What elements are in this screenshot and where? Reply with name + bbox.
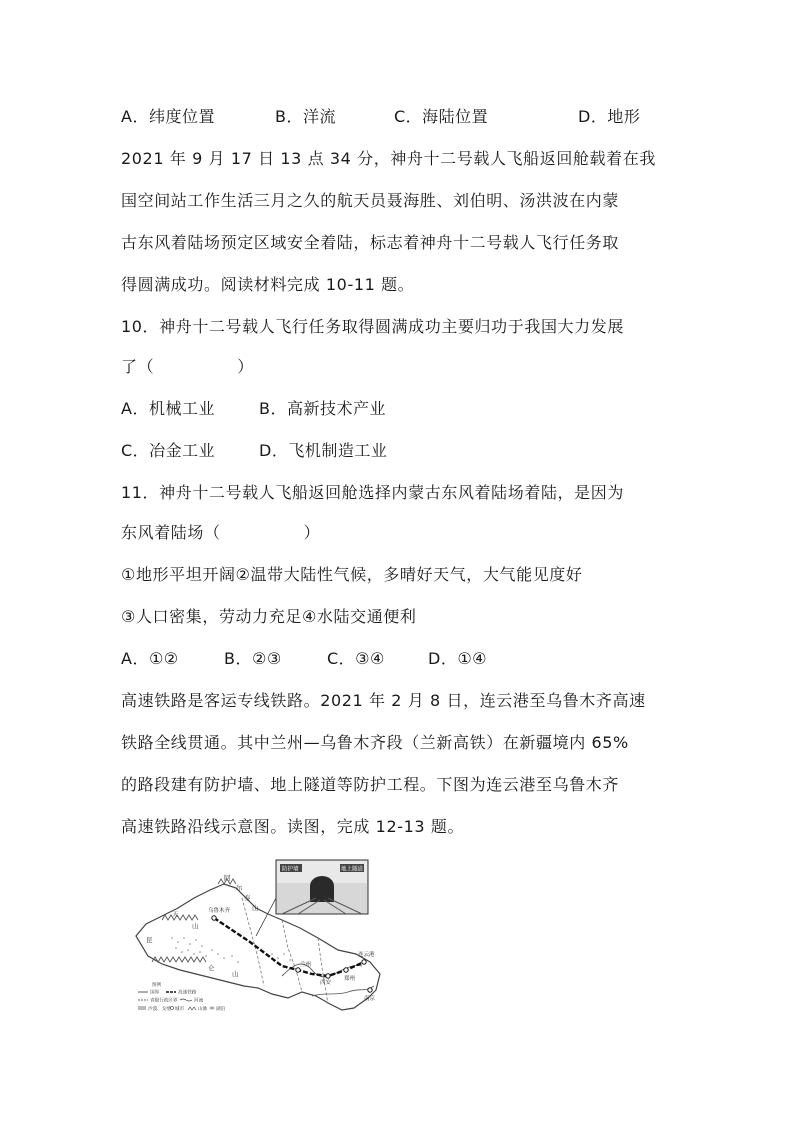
legend-item: 高速铁路 — [178, 990, 197, 996]
river — [312, 986, 374, 996]
q11-option-d: D．①④ — [428, 649, 488, 668]
city-lianyungang-marker — [362, 960, 366, 964]
legend-item: 城市 — [175, 1007, 185, 1012]
mountain-range-icon — [152, 957, 206, 962]
terrain-label: 尔 — [236, 884, 243, 892]
map-legend — [138, 981, 226, 1012]
legend-item: 河流 — [194, 998, 204, 1004]
mountain-range-icon — [162, 915, 198, 920]
terrain-label: 山 — [252, 904, 259, 912]
terrain-label: 泰 — [244, 894, 251, 902]
terrain-label: 山 — [232, 970, 239, 978]
passage1-line-2: 国空间站工作生活三月之久的航天员聂海胜、刘伯明、汤洪波在内蒙 — [121, 191, 620, 210]
passage2-line-3: 的路段建有防护墙、地上隧道等防护工程。下图为连云港至乌鲁木齐 — [121, 775, 620, 794]
railway-map-figure — [132, 858, 394, 1026]
q10-option-a: A．机械工业 — [121, 399, 215, 418]
q9-option-c: C．海陆位置 — [394, 107, 489, 126]
legend-item: 国界 — [150, 990, 160, 996]
q9-option-d: D．地形 — [578, 107, 641, 126]
legend-title: 图例 — [152, 983, 162, 988]
province-border — [282, 920, 302, 992]
q10-option-b: B．高新技术产业 — [259, 399, 386, 418]
terrain-label: 山 — [192, 922, 199, 930]
terrain-label: 天 — [172, 910, 179, 918]
city-zhengzhou-marker — [344, 968, 348, 972]
q11-stem-line-1: 11．神舟十二号载人飞船返回舱选择内蒙古东风着陆场着陆，是因为 — [121, 483, 624, 502]
city-label-lianyungang: 连云港 — [358, 952, 375, 958]
city-label-lanzhou: 兰州 — [300, 962, 312, 968]
legend-item: 省级行政区界 — [150, 998, 178, 1004]
city-lanzhou-marker — [296, 968, 300, 972]
city-label-nanjing: 南京 — [364, 996, 376, 1002]
passage1-line-1: 2021 年 9 月 17 日 13 点 34 分，神舟十二号载人飞船返回舱载着在我 — [121, 149, 656, 168]
passage2-line-2: 铁路全线贯通。其中兰州—乌鲁木齐段（兰新高铁）在新疆境内 65% — [121, 733, 629, 752]
passage1-line-3: 古东风着陆场预定区域安全着陆，标志着神舟十二号载人飞行任务取 — [121, 233, 620, 252]
city-nanjing-marker — [368, 988, 372, 992]
tunnel-icon — [310, 876, 334, 902]
passage2-line-1: 高速铁路是客运专线铁路。2021 年 2 月 8 日，连云港至乌鲁木齐高速 — [121, 691, 646, 710]
q11-option-c: C．③④ — [327, 649, 385, 668]
q11-stem-line-2: 东风着陆场（ ） — [121, 523, 321, 542]
high-speed-railway-line — [214, 918, 364, 976]
q11-statement-1: ①地形平坦开阔②温带大陆性气候，多晴好天气，大气能见度好 — [121, 565, 583, 584]
q10-option-d: D．飞机制造工业 — [259, 441, 388, 460]
photo-label-right: 地上隧道 — [341, 866, 364, 873]
city-label-urumqi: 乌鲁木齐 — [208, 908, 231, 914]
city-xian-marker — [326, 974, 330, 978]
terrain-label: 昆 — [146, 936, 153, 944]
q11-option-a: A．①② — [121, 649, 179, 668]
q10-stem-line-2: 了（ ） — [121, 357, 254, 376]
q10-stem-line-1: 10．神舟十二号载人飞行任务取得圆满成功主要归功于我国大力发展 — [121, 317, 624, 336]
q11-statement-2: ③人口密集，劳动力充足④水陆交通便利 — [121, 607, 417, 626]
terrain-label: 仑 — [208, 964, 215, 972]
city-label-zhengzhou: 郑州 — [344, 976, 356, 982]
q9-option-b: B．洋流 — [275, 107, 336, 126]
city-urumqi-marker — [212, 916, 216, 920]
leader-line — [256, 898, 276, 936]
terrain-label: 阿 — [224, 874, 231, 882]
photo-label-left: 防护墙 — [282, 866, 299, 873]
q9-option-a: A．纬度位置 — [121, 107, 215, 126]
legend-item: 湖泊 — [216, 1007, 226, 1012]
city-label-xian: 西安 — [320, 980, 332, 986]
railway-map — [132, 858, 394, 1026]
q10-option-c: C．冶金工业 — [121, 441, 216, 460]
legend-item: 山脉 — [198, 1007, 208, 1012]
q11-option-b: B．②③ — [224, 649, 282, 668]
legend-item: 沙漠、戈壁 — [148, 1007, 171, 1012]
passage2-line-4: 高速铁路沿线示意图。读图，完成 12-13 题。 — [121, 817, 465, 836]
passage1-line-4: 得圆满成功。阅读材料完成 10-11 题。 — [121, 275, 415, 294]
